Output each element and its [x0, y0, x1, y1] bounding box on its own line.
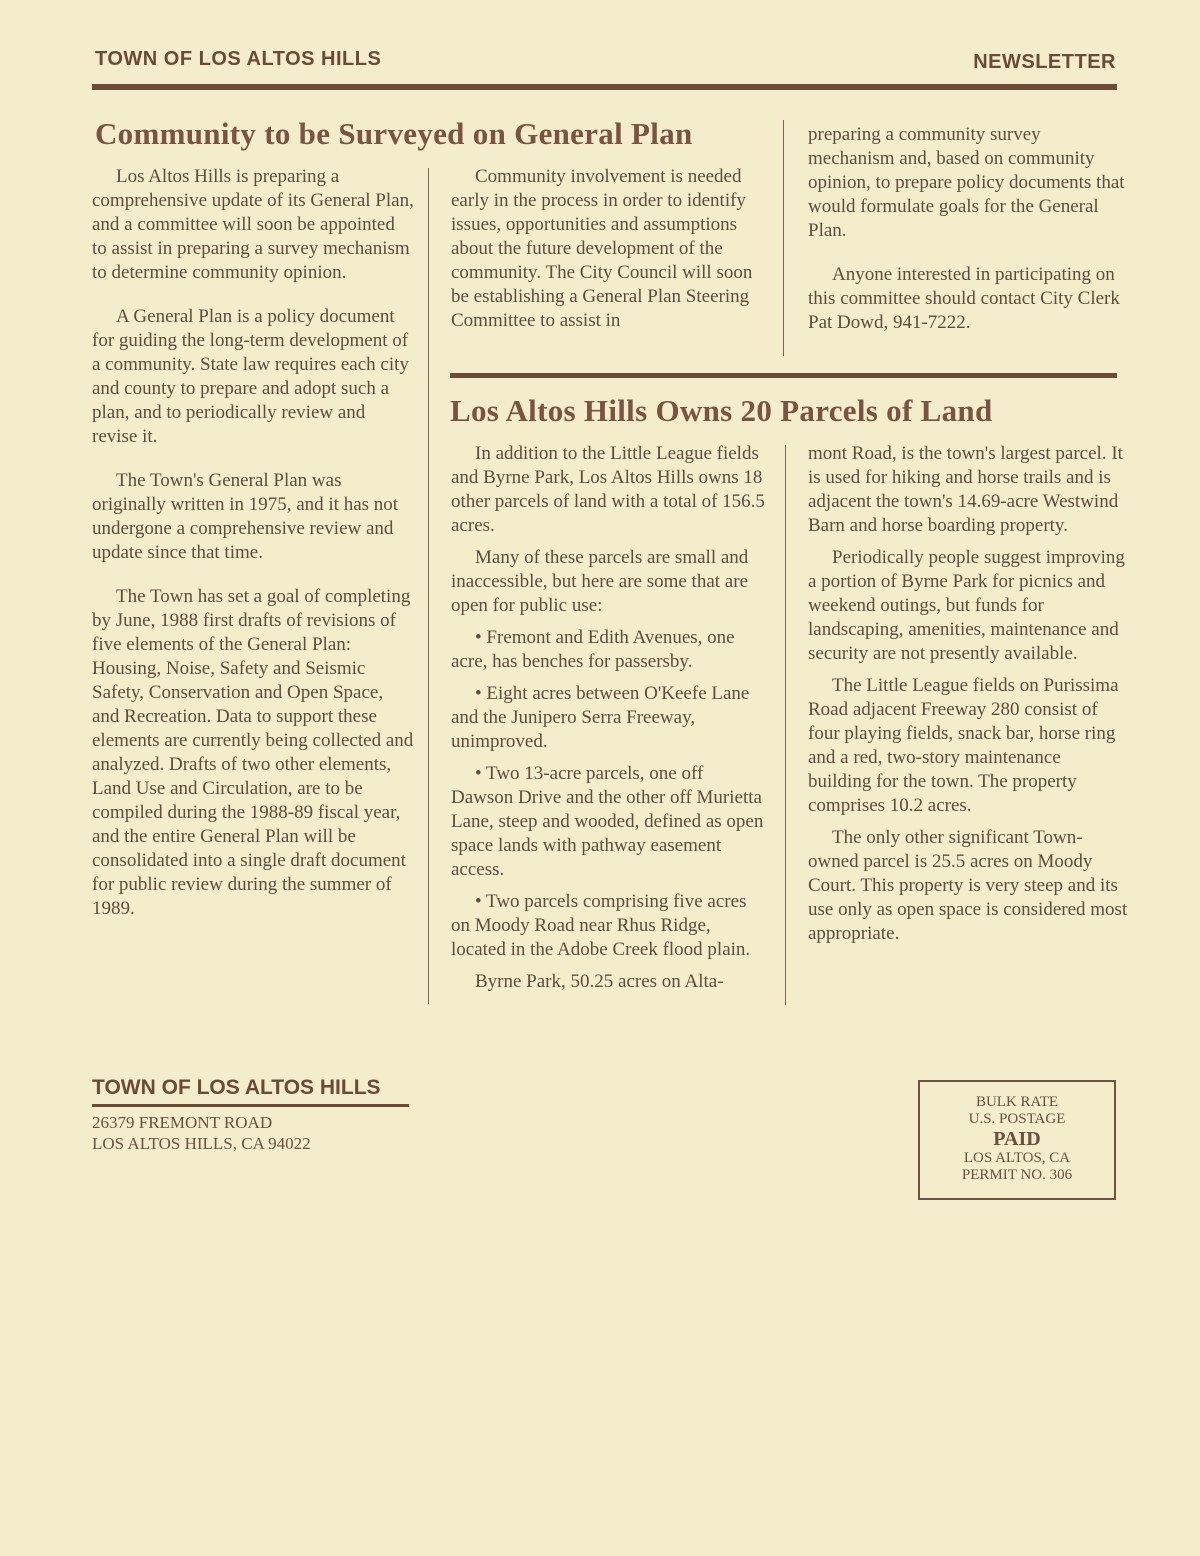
bullet-item: • Two 13-acre parcels, one off Dawson Drive and the other off Murietta Lane, steep and wooded, defined as open space lands with pathway easement access.: [451, 763, 764, 880]
masthead-rule: [92, 84, 1117, 90]
postage-paid: PAID: [993, 1128, 1041, 1150]
postage-line: BULK RATE: [975, 1094, 1059, 1110]
return-address-title: TOWN OF LOS ALTOS HILLS: [92, 1076, 381, 1099]
column-divider: [783, 120, 784, 356]
column-divider: [428, 168, 429, 1004]
bullet-item: • Fremont and Edith Avenues, one acre, has benches for passersby.: [451, 627, 735, 672]
paragraph: In addition to the Little League fields and Byrne Park, Los Altos Hills owns 18 other parcels of land with a total of 156.5 acres.: [451, 443, 765, 536]
article1-column3: [808, 123, 1126, 355]
article2-rule: [450, 373, 1117, 378]
bullet-item: • Eight acres between O'Keefe Lane and the Junipero Serra Freeway, unimproved.: [451, 683, 750, 752]
postage-indicia: [918, 1080, 1116, 1200]
masthead-title: TOWN OF LOS ALTOS HILLS: [95, 48, 382, 70]
article1-column2: [451, 165, 769, 353]
article1-title: Community to be Surveyed on General Plan: [95, 116, 693, 151]
paragraph: The Town's General Plan was originally written in 1975, and it has not undergone a comprehensive review and update since that time.: [92, 470, 399, 563]
article2-title: Los Altos Hills Owns 20 Parcels of Land: [450, 393, 993, 428]
address-line: LOS ALTOS HILLS, CA 94022: [92, 1134, 311, 1153]
paragraph: Anyone interested in participating on this committee should contact City Clerk Pat Dowd, 941-7222.: [808, 264, 1120, 333]
paragraph: preparing a community survey mechanism and, based on community opinion, to prepare policy documents that would formulate goals for the General Plan.: [808, 124, 1125, 241]
paragraph: Byrne Park, 50.25 acres on Alta-: [475, 971, 724, 992]
masthead-newsletter: NEWSLETTER: [973, 51, 1116, 73]
paragraph: The Town has set a goal of completing by June, 1988 first drafts of revisions of five elements of the General Plan: Housing, Noise, Safety and Seismic Safety, Conservation and Open Space, and Recreation. Data to support these elements are currently being collected and analyzed. Drafts of two other elements, Land Use and Circulation, are to be compiled during the 1988-89 fiscal year, and the entire General Plan will be consolidated into a single draft document for public review during the summer of 1989.: [92, 586, 414, 919]
paragraph: mont Road, is the town's largest parcel. It is used for hiking and horse trails and is adjacent the town's 14.69-acre Westwind Barn and horse boarding property.: [808, 443, 1123, 536]
paragraph: Community involvement is needed early in the process in order to identify issues, opportunities and assumptions about the future development of the community. The City Council will soon be establishing a General Plan Steering Committee to assist in: [451, 166, 753, 331]
article2-column1: [451, 442, 769, 1002]
postage-line: LOS ALTOS, CA: [963, 1150, 1071, 1166]
paragraph: Many of these parcels are small and inaccessible, but here are some that are open for public use:: [451, 547, 749, 616]
postage-line: PERMIT NO. 306: [961, 1167, 1073, 1183]
article2-column2: [808, 442, 1128, 954]
article1-column1: [92, 165, 414, 941]
address-line: 26379 FREMONT ROAD: [92, 1113, 273, 1132]
return-address: [92, 1112, 311, 1154]
paragraph: Los Altos Hills is preparing a comprehensive update of its General Plan, and a committee will soon be appointed to assist in preparing a survey mechanism to determine community opinion.: [92, 166, 414, 283]
column-divider: [785, 445, 786, 1005]
postage-line: U.S. POSTAGE: [968, 1111, 1066, 1127]
paragraph: A General Plan is a policy document for guiding the long-term development of a community. State law requires each city and county to prepare and adopt such a plan, and to periodically review and revise it.: [92, 306, 409, 447]
paragraph: Periodically people suggest improving a portion of Byrne Park for picnics and weekend outings, but funds for landscaping, amenities, maintenance and security are not presently available.: [808, 547, 1125, 664]
return-address-rule: [92, 1104, 409, 1107]
paragraph: The only other significant Town-owned parcel is 25.5 acres on Moody Court. This property is very steep and its use only as open space is considered most appropriate.: [808, 827, 1128, 944]
bullet-item: • Two parcels comprising five acres on Moody Road near Rhus Ridge, located in the Adobe Creek flood plain.: [451, 891, 751, 960]
paragraph: The Little League fields on Purissima Road adjacent Freeway 280 consist of four playing fields, snack bar, horse ring and a red, two-story maintenance building for the town. The property comprises 10.2 acres.: [808, 675, 1119, 816]
